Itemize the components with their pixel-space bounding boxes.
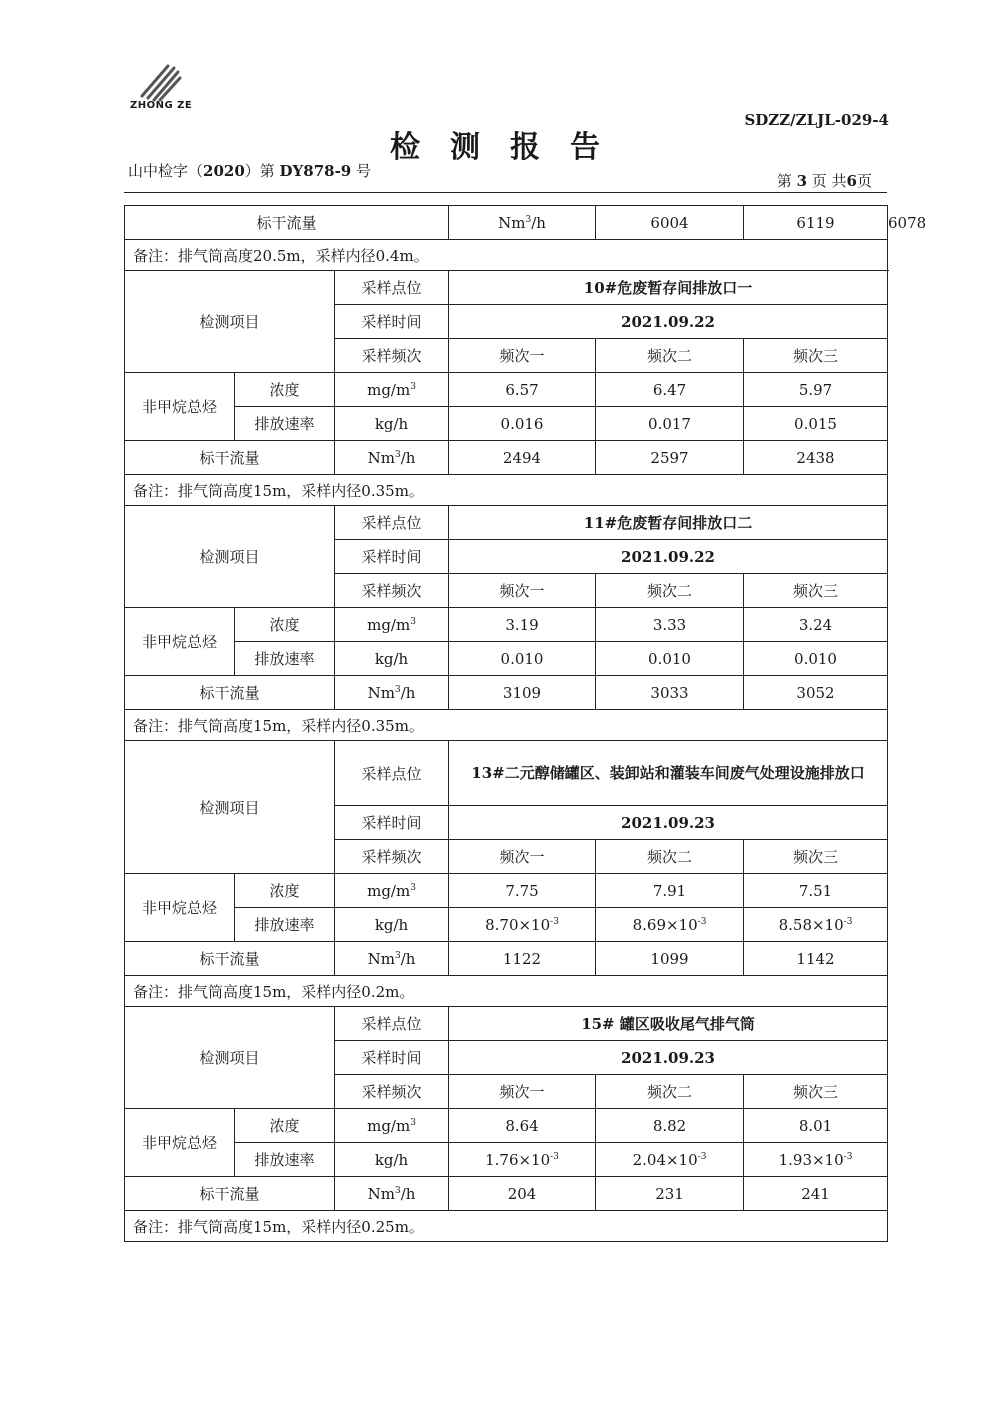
freq-3: 频次三	[744, 574, 888, 608]
header-rule	[124, 192, 887, 193]
point-label: 采样点位	[335, 271, 449, 305]
rate-value: 0.017	[596, 407, 744, 441]
rate-value: $2.04\times 10^{-3}$	[596, 1143, 744, 1177]
flow-value: 1122	[449, 942, 596, 976]
conc-label: 浓度	[235, 874, 335, 908]
flow-label: 标干流量	[125, 206, 449, 240]
flow-unit: Nm$^3$/h	[335, 1177, 449, 1211]
freq-1: 频次一	[449, 840, 596, 874]
flow-unit: Nm$^3$/h	[335, 676, 449, 710]
conc-value: 8.82	[596, 1109, 744, 1143]
sampling-point: 13#二元醇储罐区、装卸站和灌装车间废气处理设施排放口	[449, 741, 888, 806]
freq-label: 采样频次	[335, 574, 449, 608]
flow-value: 2494	[449, 441, 596, 475]
conc-unit: $mg/m^3$	[335, 373, 449, 407]
item-label: 检测项目	[125, 506, 335, 608]
point-label: 采样点位	[335, 741, 449, 806]
freq-1: 频次一	[449, 1075, 596, 1109]
freq-label: 采样频次	[335, 1075, 449, 1109]
rate-unit: kg/h	[335, 407, 449, 441]
report-sheet	[124, 206, 927, 1242]
time-label: 采样时间	[335, 540, 449, 574]
conc-value: 7.91	[596, 874, 744, 908]
rate-label: 排放速率	[235, 407, 335, 441]
pollutant-label: 非甲烷总烃	[125, 1109, 235, 1177]
freq-label: 采样频次	[335, 339, 449, 373]
logo-text: ZHONG ZE	[130, 100, 193, 111]
freq-3: 频次三	[744, 1075, 888, 1109]
pollutant-label: 非甲烷总烃	[125, 874, 235, 942]
document-code: SDZZ/ZLJL-029-4	[744, 111, 889, 129]
rate-unit: kg/h	[335, 1143, 449, 1177]
time-label: 采样时间	[335, 305, 449, 339]
flow-unit: Nm$^3$/h	[449, 206, 596, 240]
rate-value: 0.010	[596, 642, 744, 676]
rate-value: 0.010	[744, 642, 888, 676]
sampling-time: 2021.09.22	[449, 540, 888, 574]
flow-label: 标干流量	[125, 1177, 335, 1211]
conc-value: 3.33	[596, 608, 744, 642]
flow-value: 2597	[596, 441, 744, 475]
freq-1: 频次一	[449, 339, 596, 373]
flow-value: 3109	[449, 676, 596, 710]
flow-unit: Nm$^3$/h	[335, 441, 449, 475]
sampling-time: 2021.09.23	[449, 1041, 888, 1075]
freq-2: 频次二	[596, 840, 744, 874]
freq-label: 采样频次	[335, 840, 449, 874]
sampling-point: 10#危废暂存间排放口一	[449, 271, 888, 305]
flow-label: 标干流量	[125, 676, 335, 710]
section-note: 备注：排气筒高度20.5m，采样内径0.4m。	[125, 240, 888, 271]
point-label: 采样点位	[335, 1007, 449, 1041]
report-title: 检测报告	[390, 130, 630, 165]
section-note: 备注：排气筒高度15m，采样内径0.35m。	[125, 710, 888, 741]
item-label: 检测项目	[125, 741, 335, 874]
time-label: 采样时间	[335, 806, 449, 840]
freq-3: 频次三	[744, 840, 888, 874]
freq-2: 频次二	[596, 339, 744, 373]
rate-unit: kg/h	[335, 908, 449, 942]
measurement-section	[124, 505, 888, 741]
conc-value: 6.57	[449, 373, 596, 407]
flow-value: 231	[596, 1177, 744, 1211]
flow-value: 2438	[744, 441, 888, 475]
flow-value: 6119	[744, 206, 888, 240]
freq-2: 频次二	[596, 574, 744, 608]
rate-label: 排放速率	[235, 1143, 335, 1177]
section-top	[124, 205, 927, 271]
item-label: 检测项目	[125, 271, 335, 373]
flow-value: 241	[744, 1177, 888, 1211]
conc-label: 浓度	[235, 373, 335, 407]
conc-label: 浓度	[235, 608, 335, 642]
flow-value: 204	[449, 1177, 596, 1211]
report-number: 山中检字（2020）第 DY878-9 号	[128, 162, 372, 180]
freq-1: 频次一	[449, 574, 596, 608]
rate-value: $1.93\times 10^{-3}$	[744, 1143, 888, 1177]
measurement-section	[124, 740, 888, 1007]
flow-value: 6004	[596, 206, 744, 240]
rate-label: 排放速率	[235, 908, 335, 942]
sampling-point: 15# 罐区吸收尾气排气筒	[449, 1007, 888, 1041]
sampling-time: 2021.09.22	[449, 305, 888, 339]
rate-value: $8.70\times 10^{-3}$	[449, 908, 596, 942]
conc-value: 8.64	[449, 1109, 596, 1143]
rate-label: 排放速率	[235, 642, 335, 676]
flow-row: 标干流量 Nm$^3$/h 6004 6119 6078	[125, 206, 888, 240]
sampling-point: 11#危废暂存间排放口二	[449, 506, 888, 540]
point-label: 采样点位	[335, 506, 449, 540]
measurement-section	[124, 1006, 888, 1242]
rate-value: $1.76\times 10^{-3}$	[449, 1143, 596, 1177]
flow-value: 3033	[596, 676, 744, 710]
sampling-time: 2021.09.23	[449, 806, 888, 840]
rate-value: $8.58\times 10^{-3}$	[744, 908, 888, 942]
conc-value: 3.19	[449, 608, 596, 642]
conc-value: 5.97	[744, 373, 888, 407]
flow-unit: Nm$^3$/h	[335, 942, 449, 976]
rate-value: 0.015	[744, 407, 888, 441]
conc-value: 3.24	[744, 608, 888, 642]
rate-value: 0.016	[449, 407, 596, 441]
flow-value: 3052	[744, 676, 888, 710]
conc-unit: $mg/m^3$	[335, 874, 449, 908]
rate-value: 0.010	[449, 642, 596, 676]
rate-value: $8.69\times 10^{-3}$	[596, 908, 744, 942]
section-note: 备注：排气筒高度15m，采样内径0.35m。	[125, 475, 888, 506]
freq-3: 频次三	[744, 339, 888, 373]
flow-label: 标干流量	[125, 441, 335, 475]
flow-label: 标干流量	[125, 942, 335, 976]
conc-value: 6.47	[596, 373, 744, 407]
pollutant-label: 非甲烷总烃	[125, 373, 235, 441]
conc-label: 浓度	[235, 1109, 335, 1143]
conc-value: 8.01	[744, 1109, 888, 1143]
time-label: 采样时间	[335, 1041, 449, 1075]
rate-unit: kg/h	[335, 642, 449, 676]
conc-unit: $mg/m^3$	[335, 608, 449, 642]
flow-value: 1099	[596, 942, 744, 976]
item-label: 检测项目	[125, 1007, 335, 1109]
conc-unit: $mg/m^3$	[335, 1109, 449, 1143]
pollutant-label: 非甲烷总烃	[125, 608, 235, 676]
section-note: 备注：排气筒高度15m，采样内径0.2m。	[125, 976, 888, 1007]
conc-value: 7.75	[449, 874, 596, 908]
conc-value: 7.51	[744, 874, 888, 908]
section-note: 备注：排气筒高度15m，采样内径0.25m。	[125, 1211, 888, 1242]
flow-value: 1142	[744, 942, 888, 976]
sections-container	[124, 270, 887, 1242]
page-number: 第 3 页 共6页	[776, 172, 872, 190]
freq-2: 频次二	[596, 1075, 744, 1109]
measurement-section	[124, 270, 888, 506]
